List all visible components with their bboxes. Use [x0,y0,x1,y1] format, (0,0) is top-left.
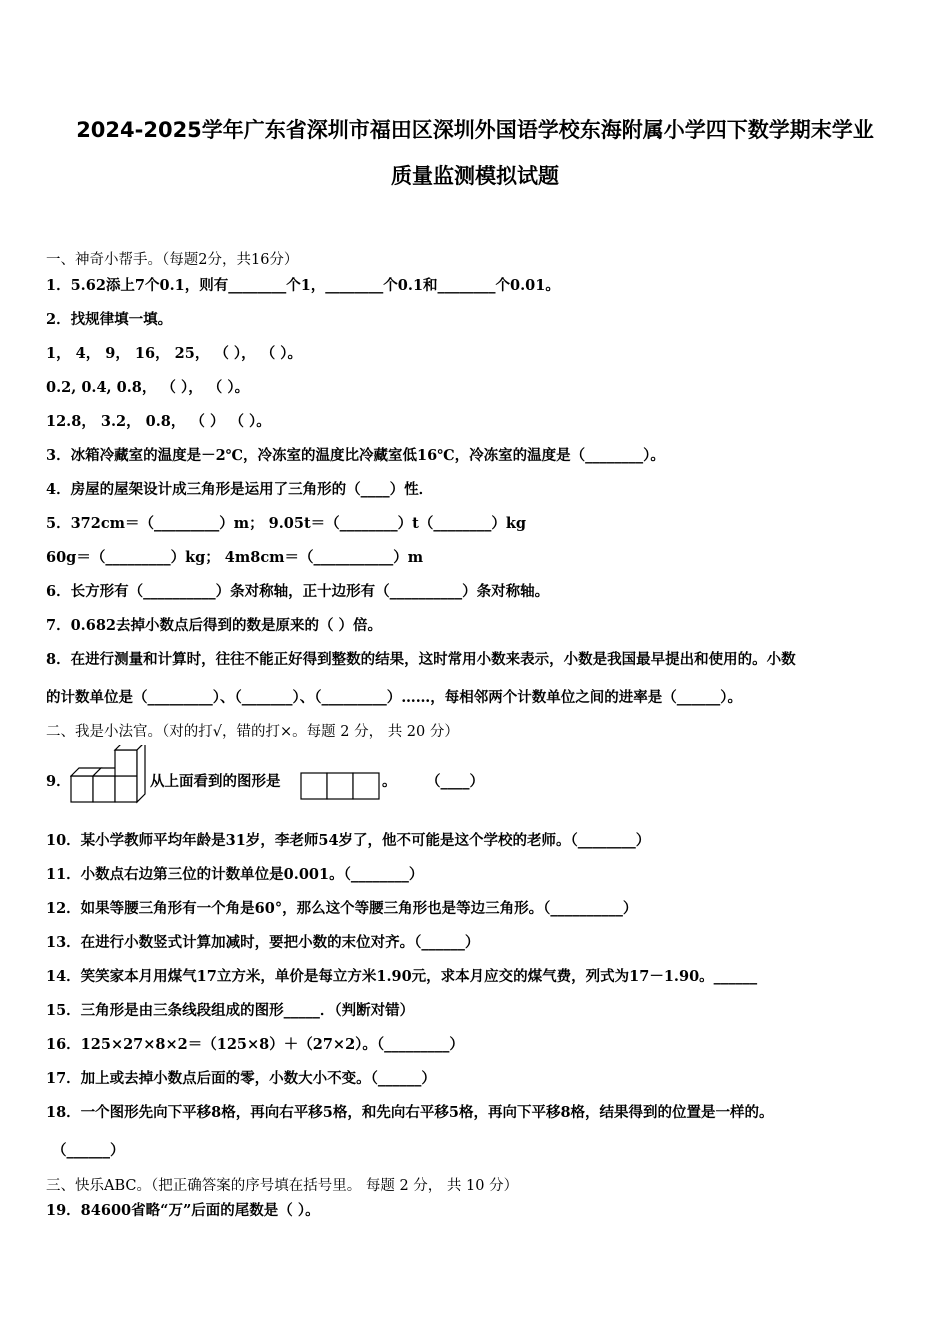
page-title-line-2: 质量监测模拟试题 [391,164,559,188]
top-view-figure [300,772,380,800]
question-5-row-2: 60g＝（_________）kg； 4m8cm＝（___________）m [46,549,424,566]
question-5-row-1: 5．372cm＝（_________）m； 9.05t＝（________）t（________）kg [46,515,527,532]
question-7: 7．0.682去掉小数点后得到的数是原来的（ ）倍。 [46,617,383,634]
question-9-blank: （____） [426,773,484,790]
question-17: 17．加上或去掉小数点后面的零，小数大小不变。（______） [46,1070,436,1087]
question-9-number: 9． [46,773,71,790]
question-13: 13．在进行小数竖式计算加减时，要把小数的末位对齐。（______） [46,934,480,951]
question-15: 15．三角形是由三条线段组成的图形_____．（判断对错） [46,1002,415,1019]
question-18-blank: （______） [52,1142,125,1159]
cube-stack-figure [70,745,150,805]
question-19: 19．84600省略“万”后面的尾数是（ ）。 [46,1202,320,1219]
question-9-text: 从上面看到的图形是 [150,773,281,790]
section-1-heading: 一、神奇小帮手。（每题2分，共16分） [46,252,299,268]
question-2-row-2: 0.2, 0.4, 0.8， （ ）， （ ）。 [46,379,250,396]
question-16: 16．125×27×8×2＝（125×8）＋（27×2）。（_________） [46,1036,464,1053]
question-12: 12．如果等腰三角形有一个角是60°，那么这个等腰三角形也是等边三角形。（__________） [46,900,638,917]
question-10: 10．某小学教师平均年龄是31岁，李老师54岁了，他不可能是这个学校的老师。（________） [46,832,651,849]
question-9-period: 。 [382,773,397,790]
question-11: 11．小数点右边第三位的计数单位是0.001。（________） [46,866,424,883]
question-14: 14．笑笑家本月用煤气17立方米，单价是每立方米1.90元，求本月应交的煤气费，列式为17－1.90。______ [46,968,758,985]
question-18-line-1: 18．一个图形先向下平移8格，再向右平移5格，和先向右平移5格，再向下平移8格，结果得到的位置是一样的。 [46,1104,774,1121]
question-2: 2．找规律填一填。 [46,311,173,328]
section-3-heading: 三、快乐ABC。（把正确答案的序号填在括号里。 每题 2 分， 共 10 分） [46,1178,519,1194]
question-8-line-2: 的计数单位是（_________）、（_______）、（_________）……，每相邻两个计数单位之间的进率是（______）。 [46,689,742,706]
question-1: 1．5.62添上7个0.1，则有________个1，________个0.1和________个0.01。 [46,277,560,294]
question-2-row-3: 12.8， 3.2， 0.8， （ ） （ ）。 [46,413,271,430]
question-2-row-1: 1， 4， 9， 16， 25， （ ）， （ ）。 [46,345,303,362]
page-title-line-1: 2024-2025学年广东省深圳市福田区深圳外国语学校东海附属小学四下数学期末学业 [76,118,874,142]
question-8-line-1: 8．在进行测量和计算时，往往不能正好得到整数的结果，这时常用小数来表示，小数是我国最早提出和使用的。小数 [46,651,796,668]
question-4: 4．房屋的屋架设计成三角形是运用了三角形的（____）性． [46,481,434,498]
section-2-heading: 二、我是小法官。（对的打√，错的打×。每题 2 分， 共 20 分） [46,724,459,740]
question-6: 6．长方形有（__________）条对称轴，正十边形有（__________）条对称轴。 [46,583,550,600]
question-3: 3．冰箱冷藏室的温度是－2℃，冷冻室的温度比冷藏室低16℃，冷冻室的温度是（________）。 [46,447,665,464]
